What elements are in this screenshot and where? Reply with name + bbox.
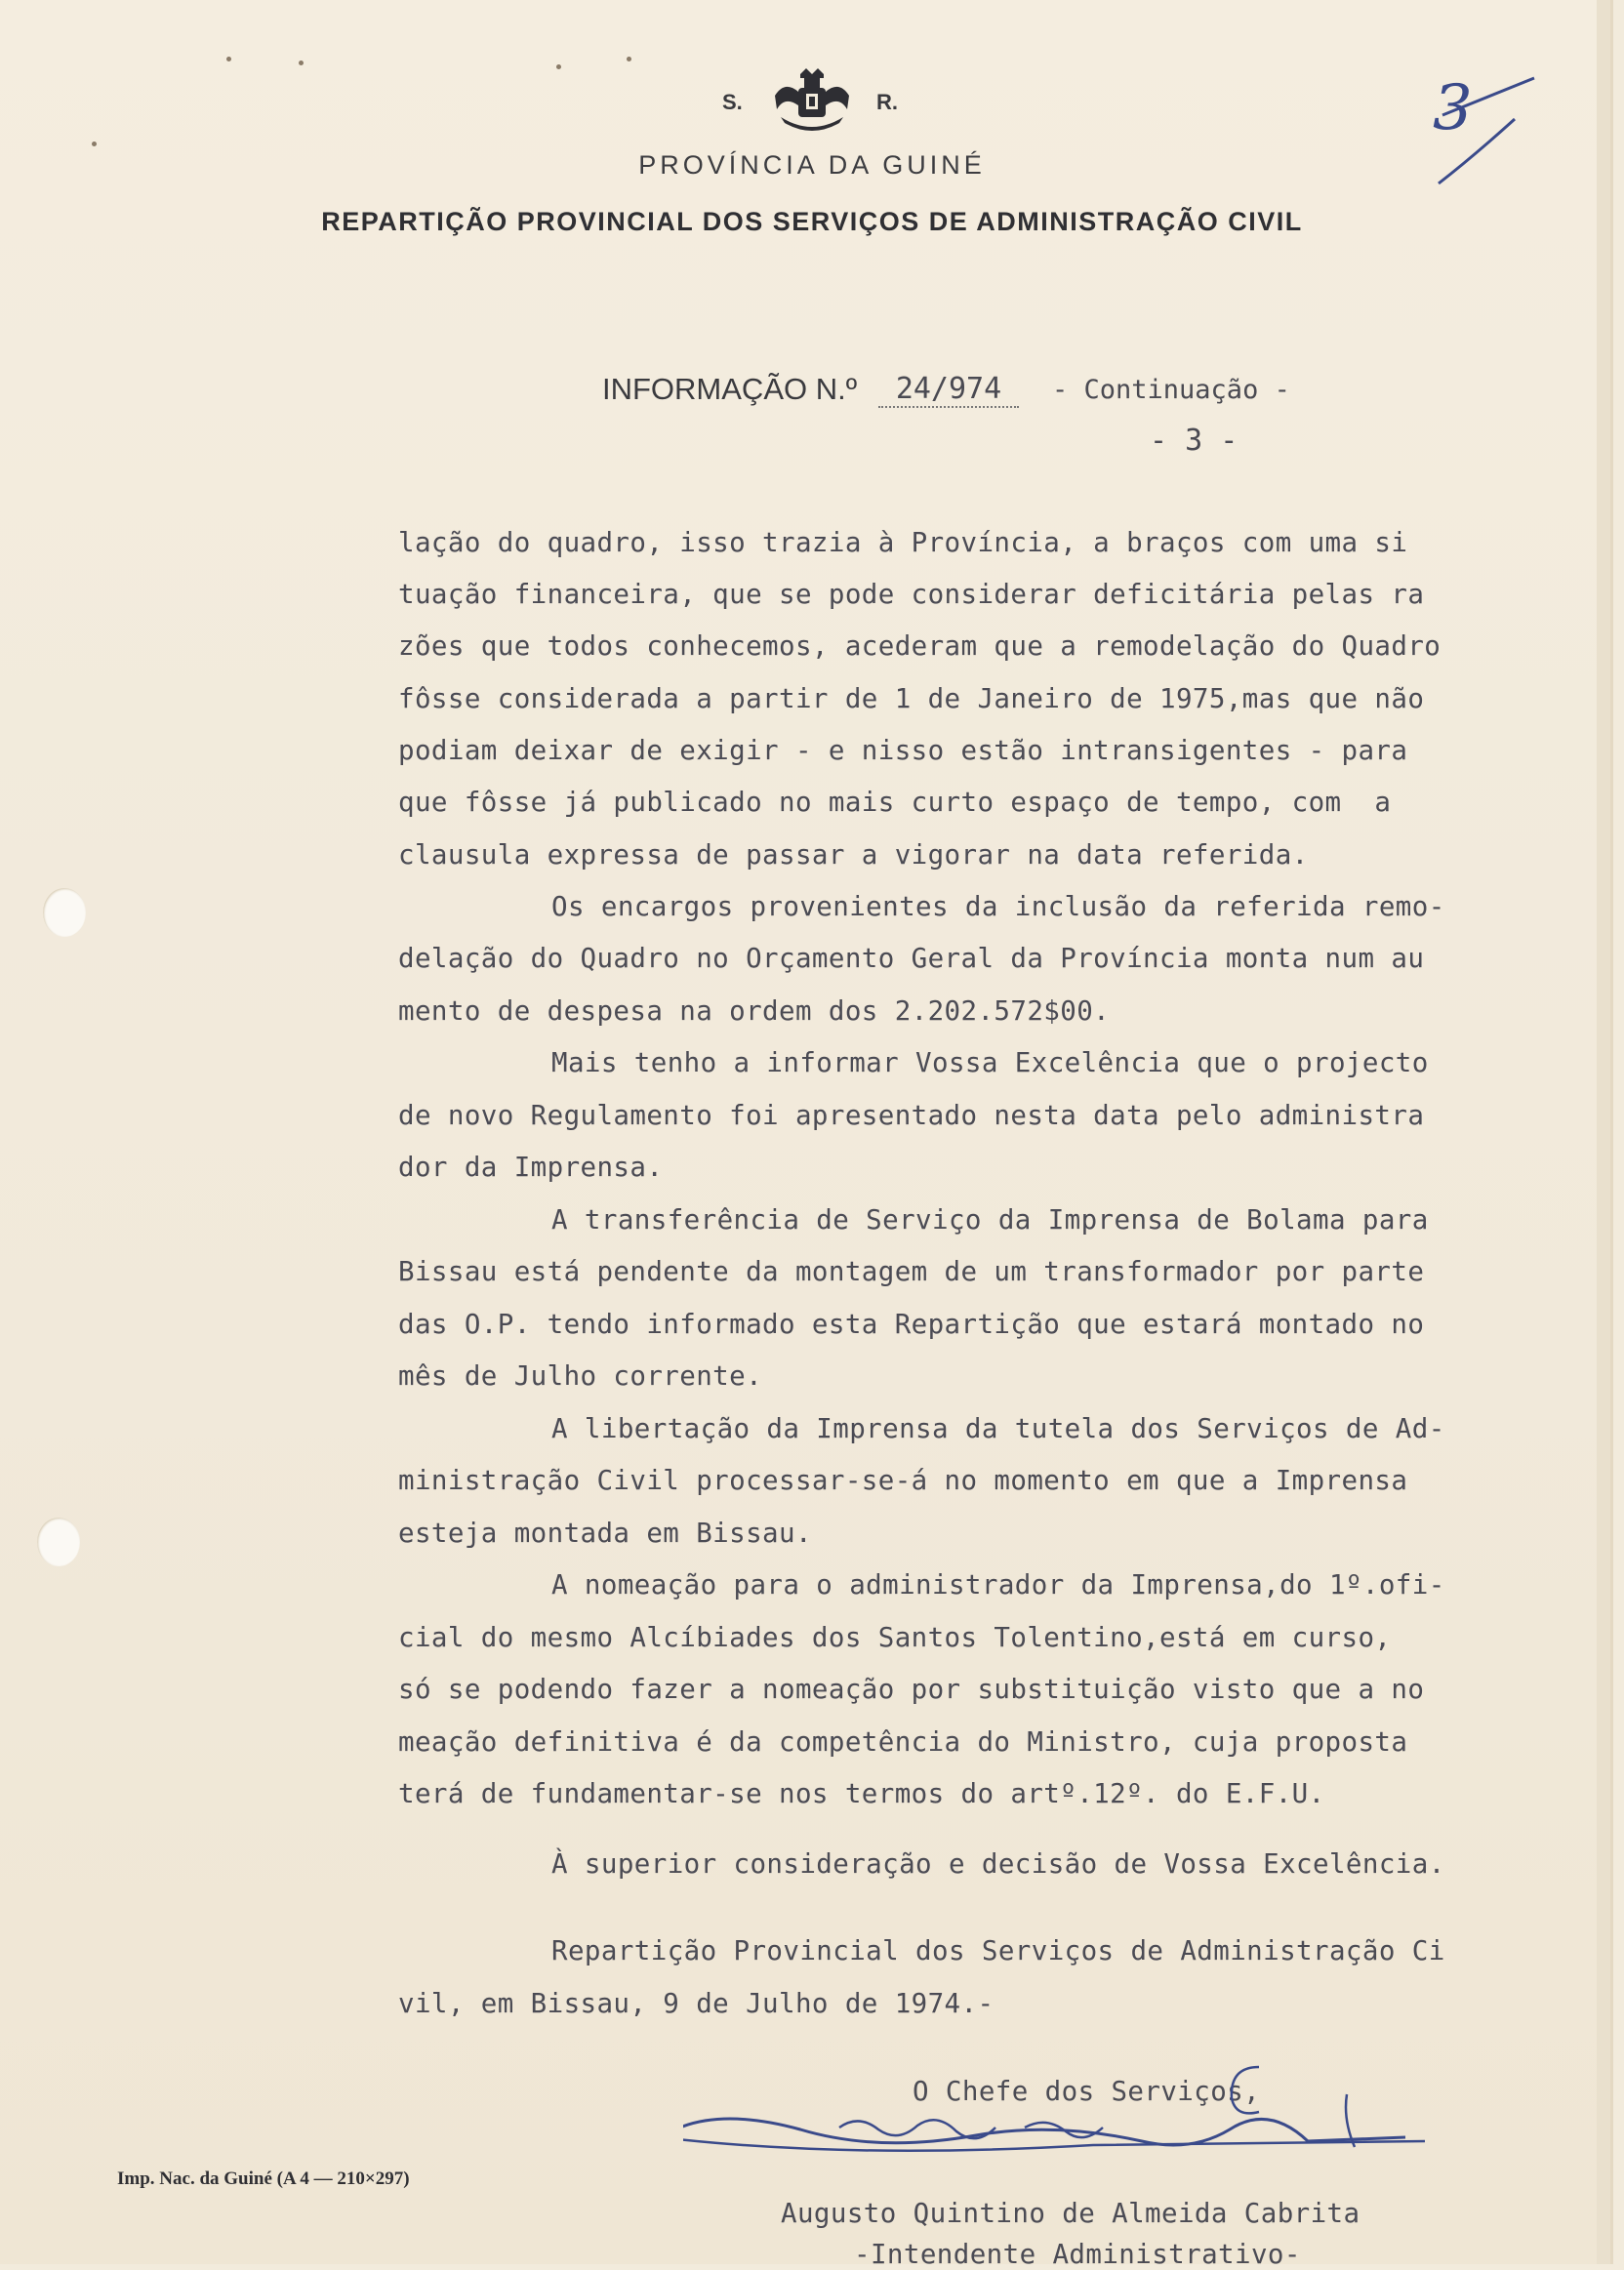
body-line: dor da Imprensa. bbox=[398, 1152, 664, 1183]
body-line: A nomeação para o administrador da Imprensa,do 1º.ofi- bbox=[551, 1569, 1445, 1601]
sr-left-mark: S. bbox=[722, 90, 743, 114]
handwritten-signature bbox=[683, 2059, 1444, 2167]
body-line: clausula expressa de passar a vigorar na data referida. bbox=[398, 839, 1309, 871]
body-line: ministração Civil processar-se-á no momento em que a Imprensa bbox=[398, 1465, 1408, 1496]
body-line: fôsse considerada a partir de 1 de Janeiro de 1975,mas que não bbox=[398, 683, 1425, 714]
signatory-role: -Intendente Administrativo- bbox=[854, 2239, 1301, 2270]
body-line: podiam deixar de exigir - e nisso estão intransigentes - para bbox=[398, 735, 1408, 766]
body-line: A transferência de Serviço da Imprensa de Bolama para bbox=[551, 1204, 1429, 1236]
body-line: mento de despesa na ordem dos 2.202.572$00. bbox=[398, 995, 1111, 1027]
page-number: - 3 - bbox=[1150, 424, 1238, 458]
body-line: que fôsse já publicado no mais curto espaço de tempo, com a bbox=[398, 787, 1392, 818]
sr-right-mark: R. bbox=[876, 90, 898, 114]
province-title: PROVÍNCIA DA GUINÉ bbox=[638, 150, 986, 180]
body-line: Os encargos provenientes da inclusão da referida remo- bbox=[551, 891, 1445, 922]
department-title: REPARTIÇÃO PROVINCIAL DOS SERVIÇOS DE ADMINISTRAÇÃO CIVIL bbox=[321, 207, 1303, 236]
signatory-name: Augusto Quintino de Almeida Cabrita bbox=[781, 2198, 1360, 2229]
body-line: das O.P. tendo informado esta Repartição que estará montado no bbox=[398, 1309, 1425, 1340]
printer-imprint: Imp. Nac. da Guiné (A 4 — 210×297) bbox=[117, 2169, 410, 2189]
body-line: de novo Regulamento foi apresentado nesta data pelo administra bbox=[398, 1100, 1425, 1131]
information-number: 24/974 bbox=[878, 372, 1019, 408]
body-line: só se podendo fazer a nomeação por substituição visto que a no bbox=[398, 1674, 1425, 1705]
body-line: Bissau está pendente da montagem de um transformador por parte bbox=[398, 1256, 1425, 1287]
body-line: mês de Julho corrente. bbox=[398, 1360, 763, 1392]
information-label: INFORMAÇÃO N.º bbox=[602, 372, 858, 406]
continuation-label: - Continuação - bbox=[1052, 375, 1290, 405]
body-line: esteja montada em Bissau. bbox=[398, 1518, 812, 1549]
body-line: cial do mesmo Alcíbiades dos Santos Tolentino,está em curso, bbox=[398, 1622, 1392, 1653]
closing-title: O Chefe dos Serviços, bbox=[913, 2076, 1261, 2107]
body-line: Repartição Provincial dos Serviços de Administração Ci bbox=[551, 1935, 1445, 1966]
body-line: À superior consideração e decisão de Vossa Excelência. bbox=[551, 1848, 1445, 1880]
body-line: tuação financeira, que se pode considerar deficitária pelas ra bbox=[398, 579, 1425, 610]
body-line: zões que todos conhecemos, acederam que a remodelação do Quadro bbox=[398, 630, 1441, 662]
body-line: delação do Quadro no Orçamento Geral da Província monta num au bbox=[398, 943, 1425, 974]
body-line: Mais tenho a informar Vossa Excelência que o projecto bbox=[551, 1047, 1429, 1078]
body-line: vil, em Bissau, 9 de Julho de 1974.- bbox=[398, 1988, 995, 2019]
body-line: terá de fundamentar-se nos termos do artº.12º. do E.F.U. bbox=[398, 1778, 1325, 1809]
body-line: meação definitiva é da competência do Ministro, cuja proposta bbox=[398, 1726, 1408, 1758]
body-line: lação do quadro, isso trazia à Província, a braços com uma si bbox=[398, 527, 1408, 558]
body-line: A libertação da Imprensa da tutela dos Serviços de Ad- bbox=[551, 1413, 1445, 1444]
handwritten-page-number: 3 bbox=[1433, 72, 1473, 144]
